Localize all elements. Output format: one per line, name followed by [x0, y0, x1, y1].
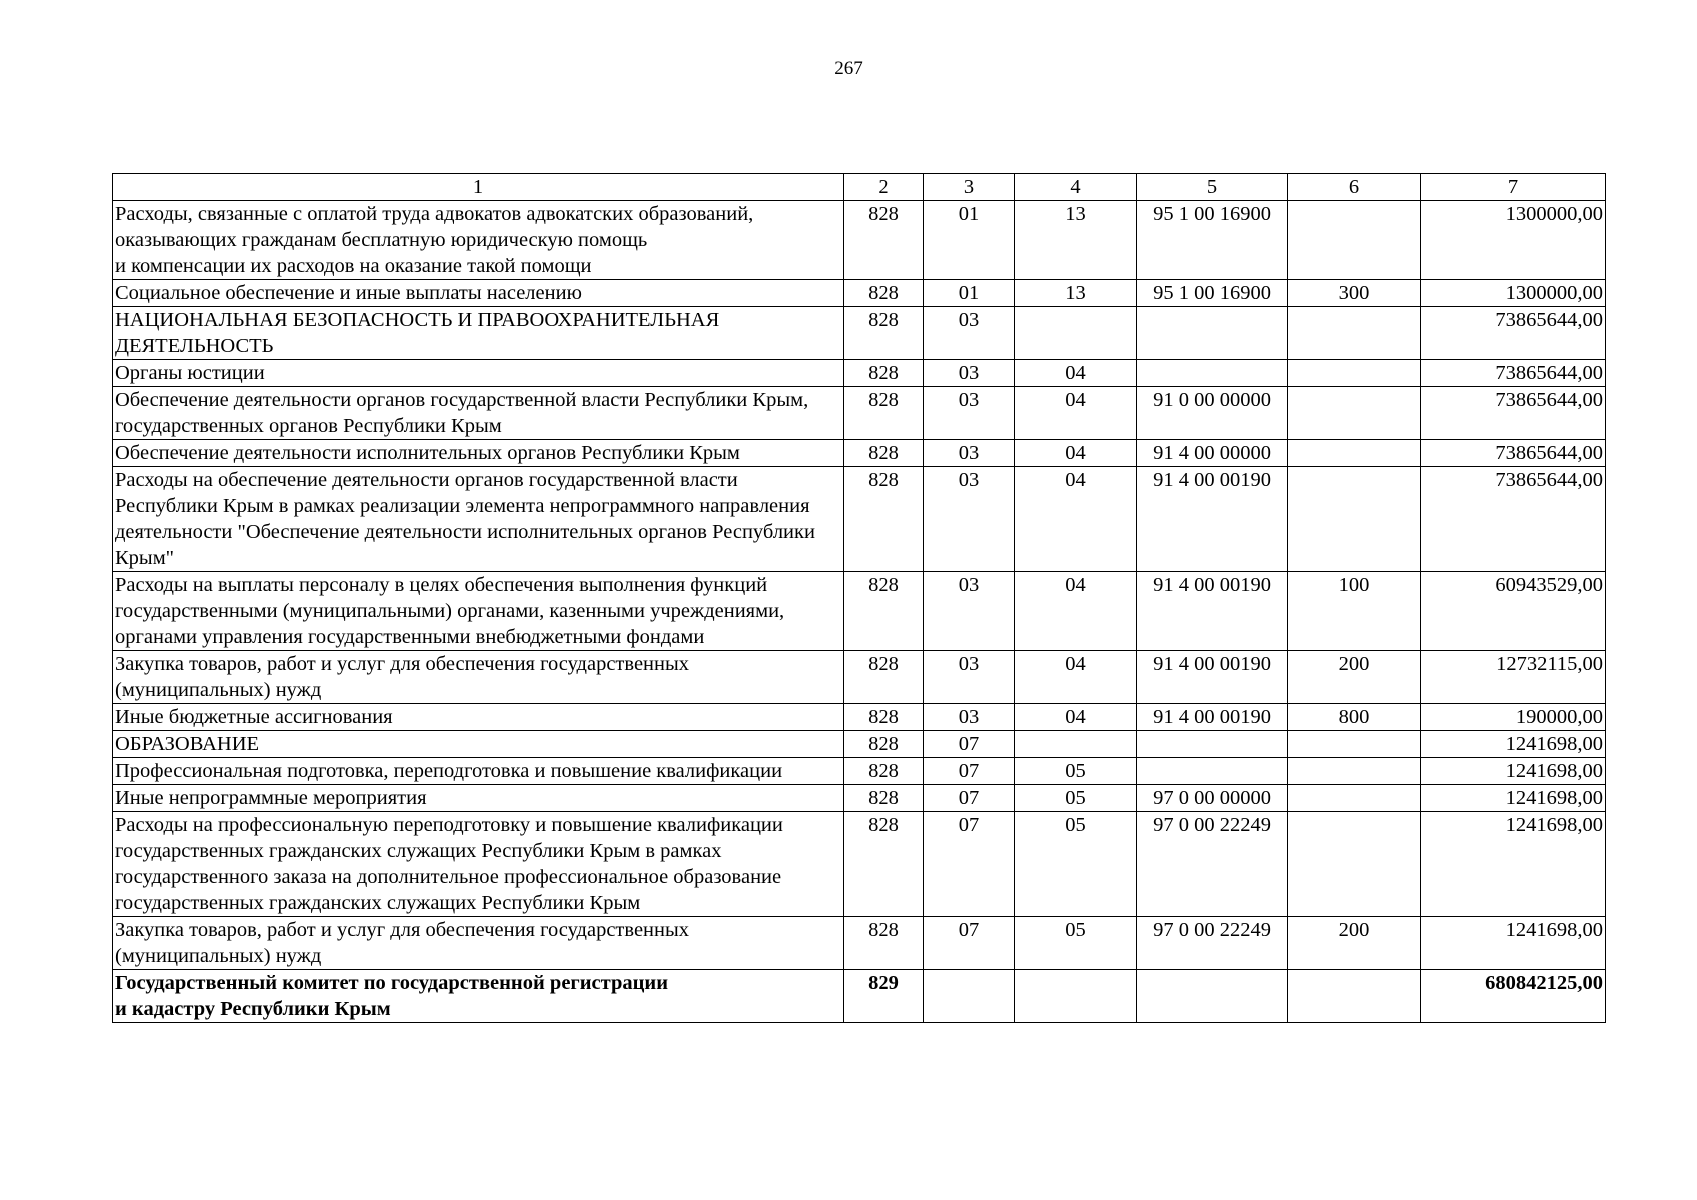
row-ministry-code: 828: [844, 280, 924, 307]
row-expense-type: [1288, 201, 1421, 280]
row-expense-type: [1288, 758, 1421, 785]
page-number: 267: [834, 58, 863, 79]
row-section-code: 07: [924, 758, 1015, 785]
row-amount: 73865644,00: [1421, 467, 1606, 572]
row-ministry-code: 828: [844, 307, 924, 360]
row-section-code: 01: [924, 280, 1015, 307]
row-expense-type: [1288, 440, 1421, 467]
row-ministry-code: 828: [844, 917, 924, 970]
table-row: [113, 360, 1606, 387]
row-target-article: 91 4 00 00190: [1137, 572, 1288, 651]
row-expense-type: [1288, 360, 1421, 387]
column-header-1: 1: [113, 174, 844, 201]
row-subsection-code: 04: [1015, 440, 1137, 467]
row-description: Расходы, связанные с оплатой труда адвокатов адвокатских образований, оказывающих гражданам бесплатную юридическую помощь и компенсации их расходов на оказание такой помощи: [113, 201, 844, 280]
row-ministry-code: 828: [844, 572, 924, 651]
row-expense-type: 300: [1288, 280, 1421, 307]
row-ministry-code: 828: [844, 360, 924, 387]
table-row: [113, 785, 1606, 812]
row-target-article: 97 0 00 22249: [1137, 812, 1288, 917]
row-subsection-code: 05: [1015, 785, 1137, 812]
row-description: Государственный комитет по государственной регистрации и кадастру Республики Крым: [113, 970, 844, 1023]
row-target-article: [1137, 360, 1288, 387]
row-ministry-code: 828: [844, 387, 924, 440]
row-amount: 680842125,00: [1421, 970, 1606, 1023]
row-ministry-code: 828: [844, 467, 924, 572]
row-subsection-code: 04: [1015, 360, 1137, 387]
row-description: Социальное обеспечение и иные выплаты населению: [113, 280, 844, 307]
row-section-code: 07: [924, 731, 1015, 758]
row-expense-type: 800: [1288, 704, 1421, 731]
table-row: [113, 440, 1606, 467]
table-row: [113, 307, 1606, 360]
row-description: Обеспечение деятельности органов государственной власти Республики Крым, государственных органов Республики Крым: [113, 387, 844, 440]
row-ministry-code: 828: [844, 651, 924, 704]
table-row: [113, 280, 1606, 307]
row-section-code: 03: [924, 360, 1015, 387]
row-description: Закупка товаров, работ и услуг для обеспечения государственных (муниципальных) нужд: [113, 651, 844, 704]
row-expense-type: [1288, 970, 1421, 1023]
row-subsection-code: [1015, 970, 1137, 1023]
row-target-article: [1137, 970, 1288, 1023]
table-row: [113, 387, 1606, 440]
table-row: [113, 467, 1606, 572]
row-ministry-code: 828: [844, 812, 924, 917]
row-target-article: [1137, 758, 1288, 785]
row-section-code: [924, 970, 1015, 1023]
row-amount: 1300000,00: [1421, 201, 1606, 280]
row-section-code: 03: [924, 307, 1015, 360]
row-target-article: [1137, 731, 1288, 758]
row-description: Расходы на обеспечение деятельности органов государственной власти Республики Крым в рамках реализации элемента непрограммного направления деятельности "Обеспечение деятельности исполнительных органов Республики Крым": [113, 467, 844, 572]
row-description: Органы юстиции: [113, 360, 844, 387]
row-subsection-code: 04: [1015, 572, 1137, 651]
row-ministry-code: 828: [844, 201, 924, 280]
row-section-code: 07: [924, 917, 1015, 970]
table-row: [113, 812, 1606, 917]
row-description: ОБРАЗОВАНИЕ: [113, 731, 844, 758]
row-section-code: 01: [924, 201, 1015, 280]
budget-table: [112, 173, 1606, 1023]
row-amount: 73865644,00: [1421, 387, 1606, 440]
table-row: [113, 758, 1606, 785]
table-row: [113, 201, 1606, 280]
row-amount: 1241698,00: [1421, 785, 1606, 812]
row-subsection-code: 05: [1015, 758, 1137, 785]
row-section-code: 07: [924, 785, 1015, 812]
row-description: НАЦИОНАЛЬНАЯ БЕЗОПАСНОСТЬ И ПРАВООХРАНИТЕЛЬНАЯ ДЕЯТЕЛЬНОСТЬ: [113, 307, 844, 360]
row-expense-type: [1288, 467, 1421, 572]
row-target-article: [1137, 307, 1288, 360]
column-header-2: 2: [844, 174, 924, 201]
row-description: Расходы на выплаты персоналу в целях обеспечения выполнения функций государственными (муниципальными) органами, казенными учреждениями, органами управления государственными внебюджетными фондами: [113, 572, 844, 651]
row-amount: 1241698,00: [1421, 758, 1606, 785]
row-subsection-code: 04: [1015, 651, 1137, 704]
row-description: Профессиональная подготовка, переподготовка и повышение квалификации: [113, 758, 844, 785]
row-subsection-code: 04: [1015, 467, 1137, 572]
column-header-3: 3: [924, 174, 1015, 201]
row-target-article: 91 4 00 00190: [1137, 704, 1288, 731]
row-target-article: 97 0 00 00000: [1137, 785, 1288, 812]
row-target-article: 91 4 00 00000: [1137, 440, 1288, 467]
table-row: [113, 917, 1606, 970]
row-description: Иные непрограммные мероприятия: [113, 785, 844, 812]
row-subsection-code: 04: [1015, 704, 1137, 731]
row-section-code: 03: [924, 572, 1015, 651]
table-row: [113, 651, 1606, 704]
row-section-code: 03: [924, 651, 1015, 704]
row-subsection-code: [1015, 731, 1137, 758]
row-subsection-code: 13: [1015, 201, 1137, 280]
row-subsection-code: 05: [1015, 812, 1137, 917]
row-expense-type: [1288, 785, 1421, 812]
row-amount: 1241698,00: [1421, 917, 1606, 970]
row-subsection-code: 04: [1015, 387, 1137, 440]
row-section-code: 07: [924, 812, 1015, 917]
row-description: Расходы на профессиональную переподготовку и повышение квалификации государственных гражданских служащих Республики Крым в рамках государственного заказа на дополнительное профессиональное образование государственных гражданских служащих Республики Крым: [113, 812, 844, 917]
row-expense-type: 200: [1288, 917, 1421, 970]
row-section-code: 03: [924, 440, 1015, 467]
row-ministry-code: 828: [844, 440, 924, 467]
column-header-5: 5: [1137, 174, 1288, 201]
table-row: [113, 970, 1606, 1023]
column-header-4: 4: [1015, 174, 1137, 201]
row-target-article: 91 4 00 00190: [1137, 467, 1288, 572]
row-subsection-code: 13: [1015, 280, 1137, 307]
row-description: Закупка товаров, работ и услуг для обеспечения государственных (муниципальных) нужд: [113, 917, 844, 970]
row-target-article: 91 0 00 00000: [1137, 387, 1288, 440]
row-ministry-code: 828: [844, 731, 924, 758]
row-amount: 1241698,00: [1421, 731, 1606, 758]
row-description: Обеспечение деятельности исполнительных органов Республики Крым: [113, 440, 844, 467]
row-section-code: 03: [924, 387, 1015, 440]
row-ministry-code: 828: [844, 785, 924, 812]
column-header-7: 7: [1421, 174, 1606, 201]
row-subsection-code: 05: [1015, 917, 1137, 970]
row-target-article: 95 1 00 16900: [1137, 280, 1288, 307]
row-amount: 1300000,00: [1421, 280, 1606, 307]
row-amount: 73865644,00: [1421, 307, 1606, 360]
row-ministry-code: 828: [844, 704, 924, 731]
row-target-article: 97 0 00 22249: [1137, 917, 1288, 970]
row-expense-type: 100: [1288, 572, 1421, 651]
row-subsection-code: [1015, 307, 1137, 360]
row-ministry-code: 828: [844, 758, 924, 785]
table-row: [113, 704, 1606, 731]
table-body: [113, 201, 1606, 1023]
table-row: [113, 731, 1606, 758]
row-ministry-code: 829: [844, 970, 924, 1023]
row-amount: 73865644,00: [1421, 360, 1606, 387]
row-amount: 12732115,00: [1421, 651, 1606, 704]
row-description: Иные бюджетные ассигнования: [113, 704, 844, 731]
row-expense-type: [1288, 731, 1421, 758]
row-expense-type: [1288, 307, 1421, 360]
row-amount: 60943529,00: [1421, 572, 1606, 651]
row-target-article: 91 4 00 00190: [1137, 651, 1288, 704]
row-target-article: 95 1 00 16900: [1137, 201, 1288, 280]
row-section-code: 03: [924, 467, 1015, 572]
row-expense-type: 200: [1288, 651, 1421, 704]
header-row: [113, 174, 1606, 201]
row-amount: 1241698,00: [1421, 812, 1606, 917]
table-row: [113, 572, 1606, 651]
column-header-6: 6: [1288, 174, 1421, 201]
row-amount: 73865644,00: [1421, 440, 1606, 467]
row-expense-type: [1288, 812, 1421, 917]
row-amount: 190000,00: [1421, 704, 1606, 731]
row-expense-type: [1288, 387, 1421, 440]
row-section-code: 03: [924, 704, 1015, 731]
